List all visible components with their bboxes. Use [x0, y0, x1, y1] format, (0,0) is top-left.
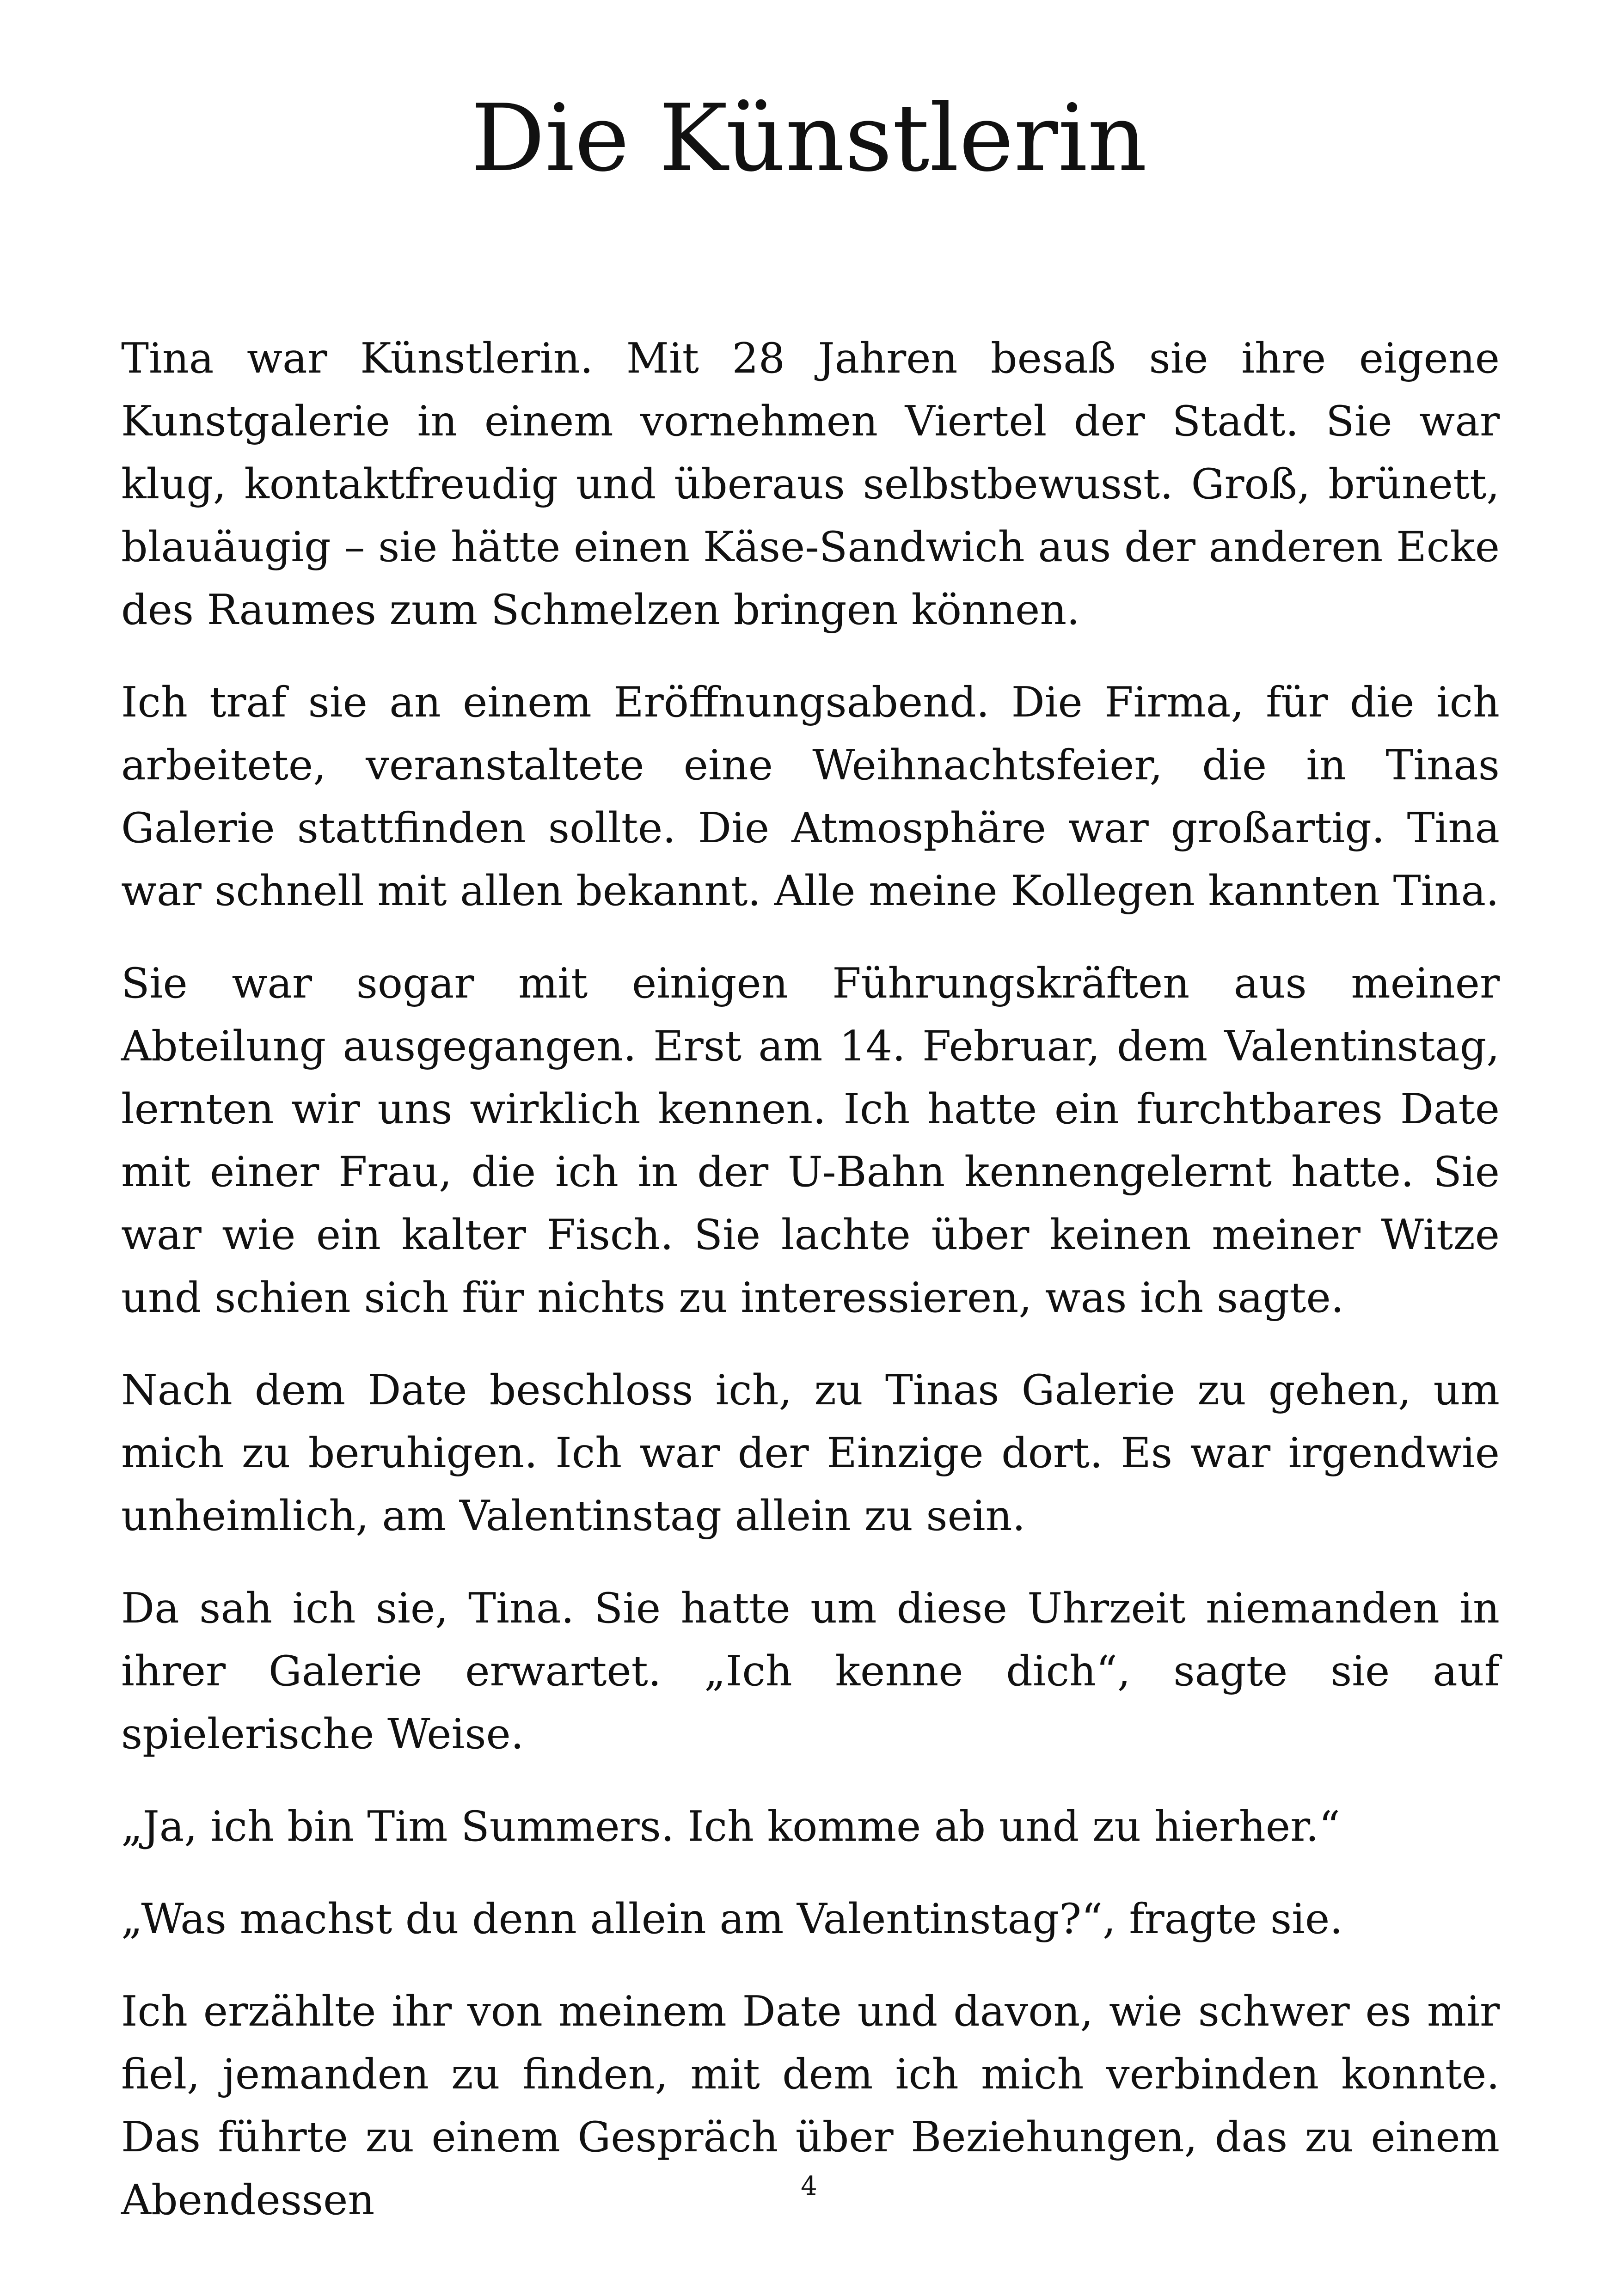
- paragraph-5: Da sah ich sie, Tina. Sie hatte um diese Uhrzeit niemanden in ihrer Galerie erwartet. „Ich kenne dich“, sagte sie auf spielerische Weise.: [121, 1584, 1500, 1758]
- body-text: [121, 327, 1500, 2232]
- paragraph-6: „Ja, ich bin Tim Summers. Ich komme ab und zu hierher.“: [121, 1802, 1340, 1851]
- page-title: Die Künstlerin: [471, 85, 1147, 192]
- paragraph-1: Tina war Künstlerin. Mit 28 Jahren besaß sie ihre eigene Kunstgalerie in einem vornehmen Viertel der Stadt. Sie war klug, kontaktfreudig und überaus selbstbewusst. Groß, brünett, blauäugig – sie hätte einen Käse-Sandwich aus der anderen Ecke des Raumes zum Schmelzen bringen können.: [121, 334, 1500, 634]
- paragraph-8: Ich erzählte ihr von meinem Date und davon, wie schwer es mir fiel, jemanden zu finden, mit dem ich mich verbinden konnte. Das führte zu einem Gespräch über Beziehungen, das zu einem Abendessen: [121, 1987, 1500, 2224]
- page-number: 4: [801, 2171, 817, 2201]
- paragraph-2: Ich traf sie an einem Eröffnungsabend. Die Firma, für die ich arbeitete, veranstaltete eine Weihnachtsfeier, die in Tinas Galerie stattfinden sollte. Die Atmosphäre war großartig. Tina war schnell mit allen bekannt. Alle meine Kollegen kannten Tina.: [121, 678, 1500, 915]
- paragraph-3: Sie war sogar mit einigen Führungskräften aus meiner Abteilung ausgegangen. Erst am 14. Februar, dem Valentinstag, lernten wir uns wirklich kennen. Ich hatte ein furchtbares Date mit einer Frau, die ich in der U-Bahn kennengelernt hatte. Sie war wie ein kalter Fisch. Sie lachte über keinen meiner Witze und schien sich für nichts zu interessieren, was ich sagte.: [121, 959, 1500, 1322]
- paragraph-4: Nach dem Date beschloss ich, zu Tinas Galerie zu gehen, um mich zu beruhigen. Ich war der Einzige dort. Es war irgendwie unheimlich, am Valentinstag allein zu sein.: [121, 1366, 1500, 1540]
- paragraph-7: „Was machst du denn allein am Valentinstag?“, fragte sie.: [121, 1895, 1343, 1943]
